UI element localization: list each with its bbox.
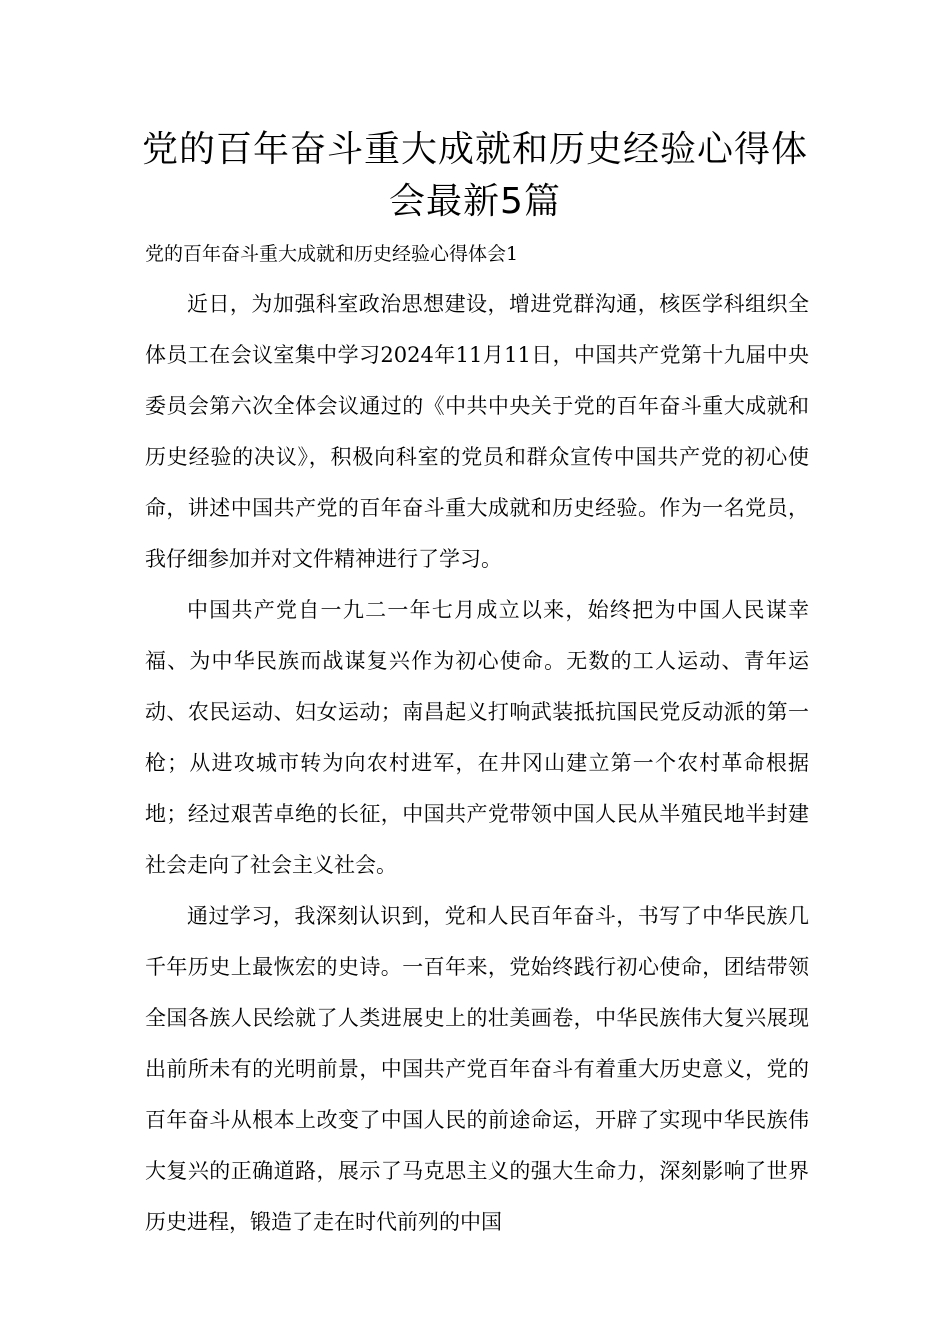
section-heading: 党的百年奋斗重大成就和历史经验心得体会1: [145, 243, 519, 265]
document-body: [145, 279, 809, 1248]
document-title: 党的百年奋斗重大成就和历史经验心得体会最新5篇: [141, 129, 808, 222]
paragraph-3: 通过学习，我深刻认识到，党和人民百年奋斗，书写了中华民族几千年历史上最恢宏的史诗。一百年来，党始终践行初心使命，团结带领全国各族人民绘就了人类进展史上的壮美画卷，中华民族伟大复兴展现出前所未有的光明前景，中国共产党百年奋斗有着重大历史意义，党的百年奋斗从根本上改变了中国人民的前途命运，开辟了实现中华民族伟大复兴的正确道路，展示了马克思主义的强大生命力，深刻影响了世界历史进程，锻造了走在时代前列的中国: [145, 904, 809, 1234]
paragraph-1: 近日，为加强科室政治思想建设，增进党群沟通，核医学科组织全体员工在会议室集中学习2024年11月11日，中国共产党第十九届中央委员会第六次全体会议通过的《中共中央关于党的百年奋斗重大成就和历史经验的决议》，积极向科室的党员和群众宣传中国共产党的初心使命，讲述中国共产党的百年奋斗重大成就和历史经验。作为一名党员，我仔细参加并对文件精神进行了学习。: [145, 292, 809, 571]
paragraph-2: 中国共产党自一九二一年七月成立以来，始终把为中国人民谋幸福、为中华民族而战谋复兴作为初心使命。无数的工人运动、青年运动、农民运动、妇女运动；南昌起义打响武装抵抗国民党反动派的第一枪；从进攻城市转为向农村进军，在井冈山建立第一个农村革命根据地；经过艰苦卓绝的长征，中国共产党带领中国人民从半殖民地半封建社会走向了社会主义社会。: [145, 598, 809, 877]
